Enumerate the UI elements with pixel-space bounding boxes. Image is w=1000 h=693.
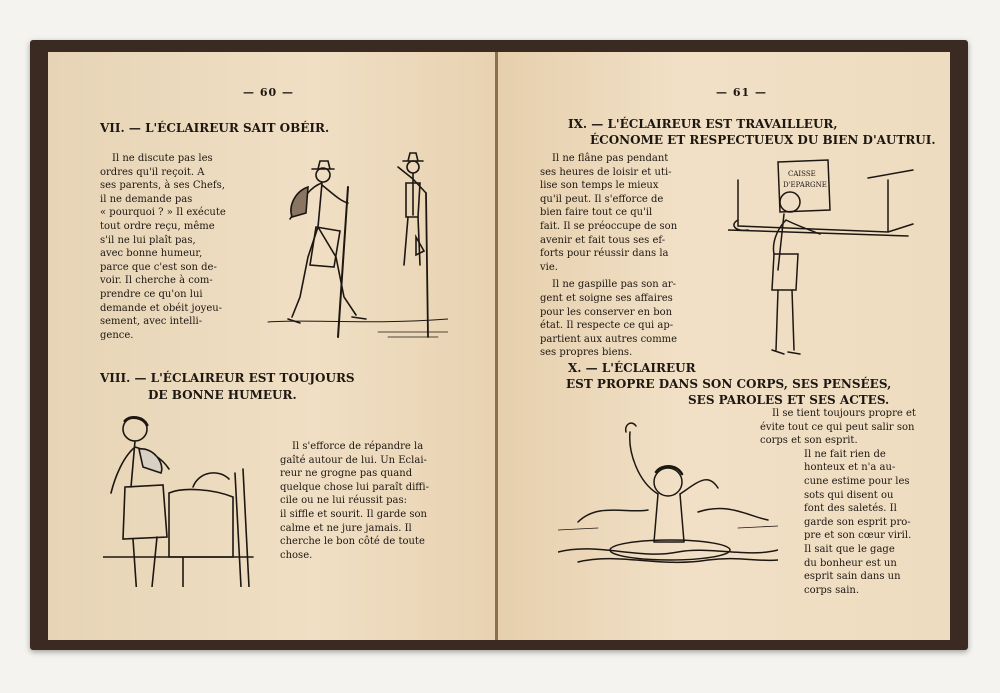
paragraph-section-vii: [100, 152, 268, 342]
text-line: il siffle et sourit. Il garde son: [280, 508, 427, 520]
text-line: demande et obéit joyeu-: [100, 302, 223, 314]
text-line: Il ne gaspille pas son ar-: [552, 279, 677, 291]
text-line: pre et son cœur viril.: [804, 530, 912, 542]
text-line: vie.: [540, 261, 558, 273]
heading-section-ix-line1: IX. — L'ÉCLAIREUR EST TRAVAILLEUR,: [568, 117, 838, 131]
text-line: honteux et n'a au-: [804, 462, 896, 474]
text-line: état. Il respecte ce qui ap-: [540, 320, 674, 332]
text-line: gaîté autour de lui. Un Eclai-: [280, 454, 427, 466]
text-line: ses parents, à ses Chefs,: [100, 180, 225, 192]
heading-section-x-line2: EST PROPRE DANS SON CORPS, SES PENSÉES,: [566, 377, 892, 391]
text-line: avec bonne humeur,: [100, 248, 203, 260]
text-line: il ne demande pas: [100, 193, 193, 205]
text-line: prendre ce qu'on lui: [100, 288, 203, 300]
text-line: reur ne grogne pas quand: [280, 468, 413, 480]
left-page: [48, 52, 495, 640]
text-line: corps et son esprit.: [760, 435, 858, 447]
text-line: « pourquoi ? » Il exécute: [100, 207, 226, 219]
text-line: font des saletés. Il: [804, 503, 897, 515]
text-line: lise son temps le mieux: [540, 180, 659, 192]
heading-section-viii-line1: VIII. — L'ÉCLAIREUR EST TOUJOURS: [100, 371, 355, 385]
heading-section-ix-line2: ÉCONOME ET RESPECTUEUX DU BIEN D'AUTRUI.: [590, 133, 936, 147]
page-number-left: — 60 —: [243, 86, 294, 99]
text-line: parce que c'est son de-: [100, 261, 217, 273]
text-line: garde son esprit pro-: [804, 516, 911, 528]
text-line: gent et soigne ses affaires: [540, 292, 673, 304]
text-line: corps sain.: [804, 584, 860, 596]
text-line: bien faire tout ce qu'il: [540, 207, 653, 219]
text-line: cherche le bon côté de toute: [280, 536, 425, 548]
text-line: Il ne discute pas les: [112, 153, 213, 164]
illustration-scout-savings-bank: [728, 150, 918, 365]
text-line: évite tout ce qui peut salir son: [760, 421, 915, 433]
text-line: ses propres biens.: [540, 347, 633, 359]
paragraph-section-viii: [280, 440, 480, 562]
text-line: avenir et fait tous ses ef-: [540, 234, 666, 246]
paragraph-section-x: [760, 407, 950, 597]
text-line: forts pour réussir dans la: [540, 248, 669, 260]
text-line: tout ordre reçu, même: [100, 220, 215, 232]
text-line: partient aux autres comme: [540, 333, 678, 345]
heading-section-x-line1: X. — L'ÉCLAIREUR: [568, 361, 696, 375]
right-page: [498, 52, 950, 640]
heading-section-x-line3: SES PAROLES ET SES ACTES.: [688, 393, 890, 407]
page-number-right: — 61 —: [716, 86, 767, 99]
text-line: pour les conserver en bon: [540, 306, 673, 318]
text-line: voir. Il cherche à com-: [100, 275, 213, 287]
text-line: Il s'efforce de répandre la: [292, 441, 424, 452]
text-line: cune estime pour les: [804, 475, 910, 487]
text-line: s'il ne lui plaît pas,: [100, 234, 196, 246]
text-line: cile ou ne lui réussit pas:: [280, 495, 407, 507]
text-line: ses heures de loisir et uti-: [540, 166, 672, 178]
heading-section-vii: VII. — L'ÉCLAIREUR SAIT OBÉIR.: [100, 121, 330, 135]
booklet-spread: [30, 40, 968, 650]
paragraph-section-ix: [540, 152, 740, 360]
text-line: quelque chose lui paraît diffi-: [280, 481, 429, 493]
text-line: qu'il peut. Il s'efforce de: [540, 193, 664, 205]
illustration-scout-wounded-smiling: [103, 407, 263, 587]
text-line: chose.: [280, 549, 313, 561]
illustration-scouts-walking: [248, 147, 448, 347]
heading-section-viii-line2: DE BONNE HUMEUR.: [148, 388, 297, 402]
text-line: sots qui disent ou: [804, 489, 894, 501]
text-line: Il se tient toujours propre et: [772, 408, 916, 419]
text-line: gence.: [100, 329, 134, 341]
text-line: Il ne flâne pas pendant: [552, 153, 669, 164]
text-line: calme et ne jure jamais. Il: [280, 522, 412, 534]
sign-caisse: CAISSE: [788, 170, 816, 178]
illustration-boy-bathing: [558, 402, 778, 572]
text-line: fait. Il se préoccupe de son: [540, 220, 678, 232]
text-line: Il ne fait rien de: [804, 448, 886, 460]
text-line: esprit sain dans un: [804, 571, 901, 583]
text-line: Il sait que le gage: [804, 543, 895, 555]
text-line: sement, avec intelli-: [100, 316, 203, 328]
text-line: ordres qu'il reçoit. A: [100, 166, 205, 178]
sign-epargne: D'EPARGNE: [783, 181, 827, 189]
text-line: du bonheur est un: [804, 557, 897, 569]
